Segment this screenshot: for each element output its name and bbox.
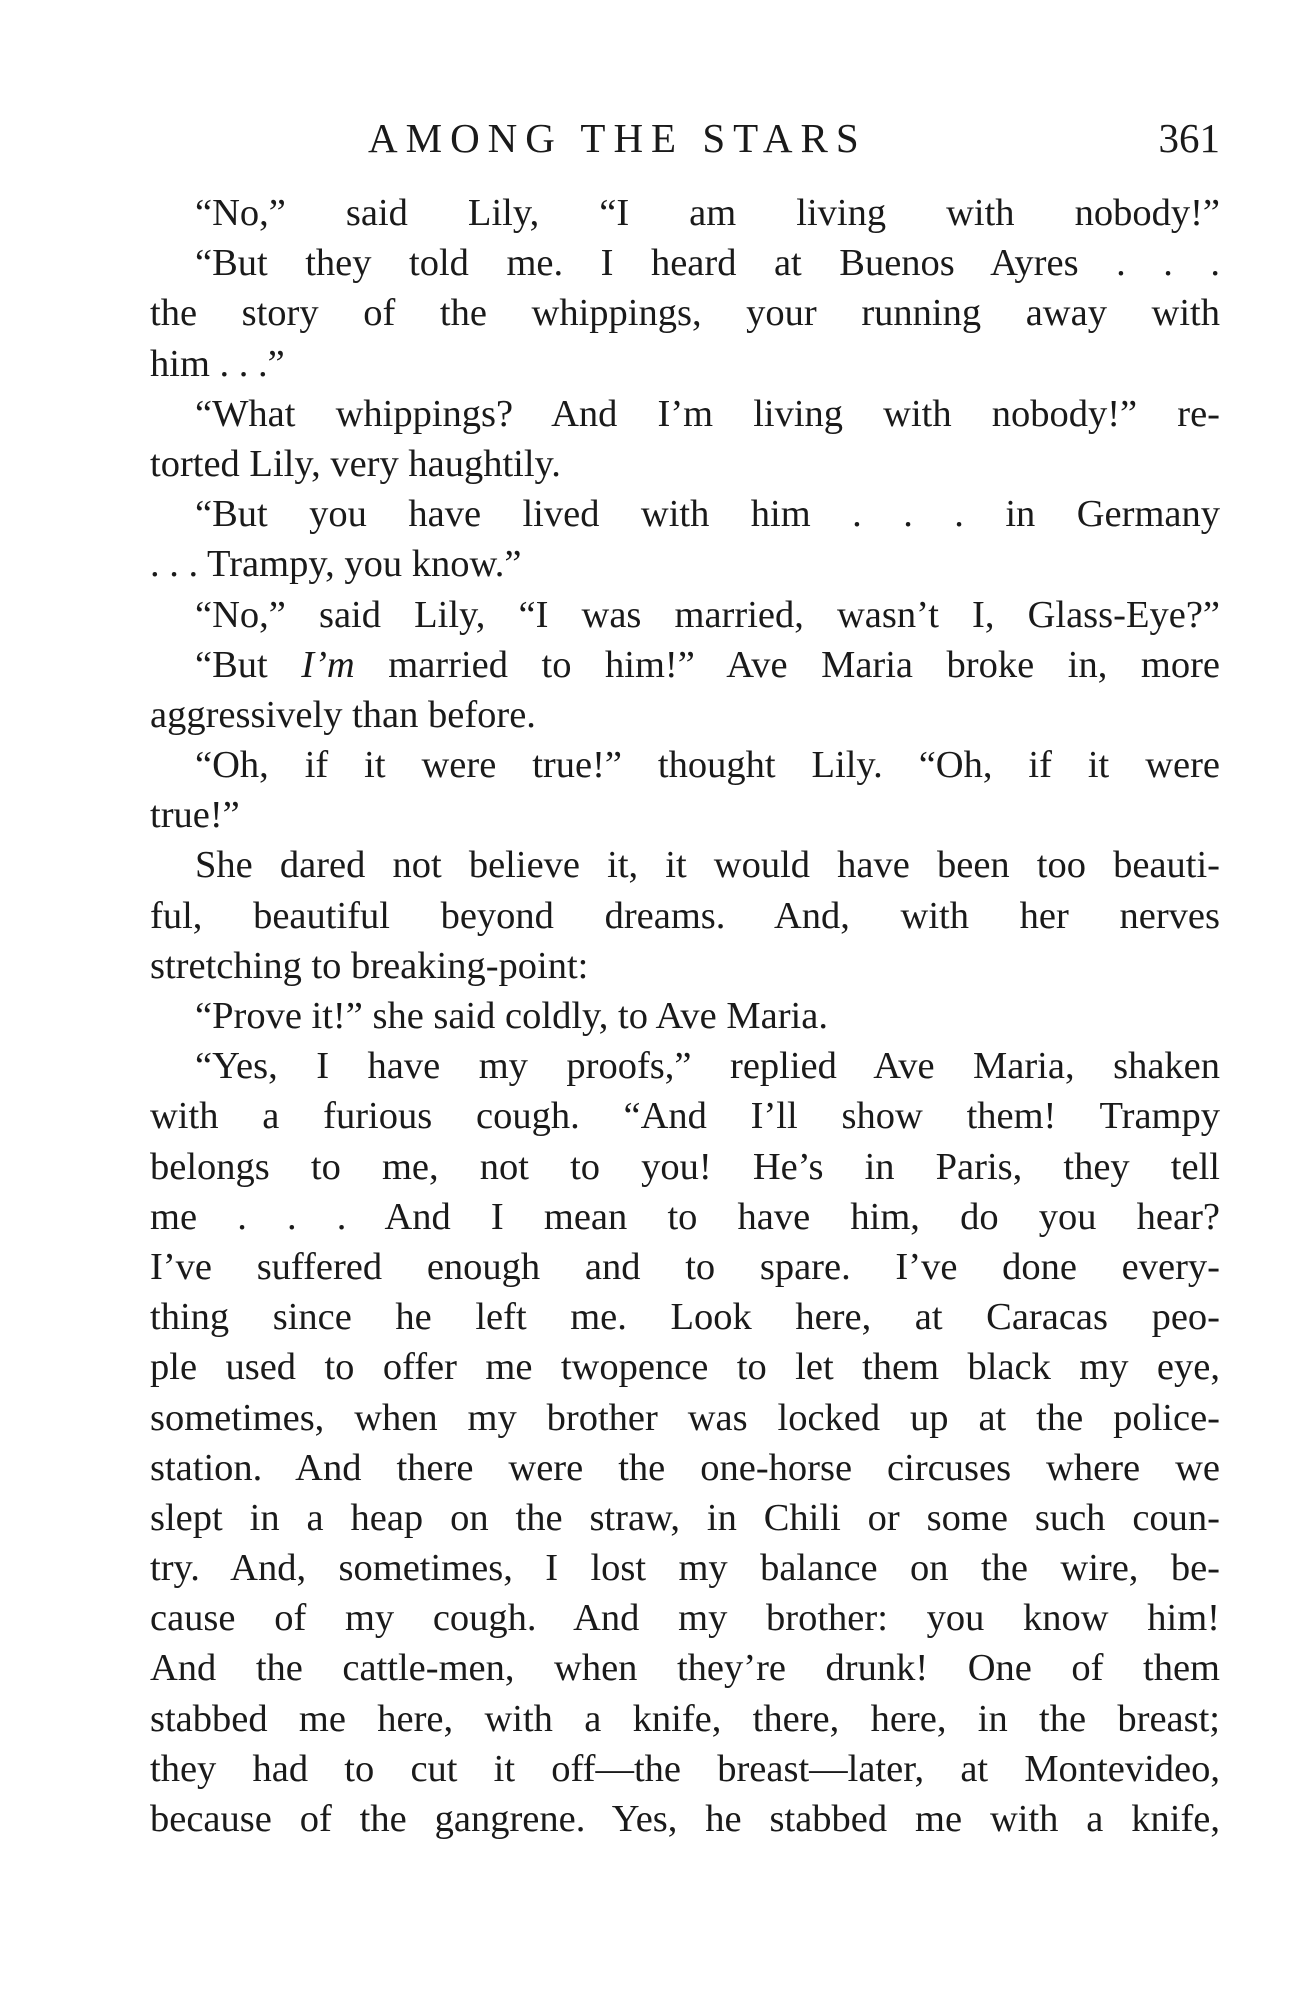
text-line: “Prove it!” she said coldly, to Ave Maria. [195,995,828,1037]
text-line: with a furious cough. “And I’ll show them! Trampy [150,1095,1220,1138]
page-number: 361 [1158,115,1220,161]
text-line: slept in a heap on the straw, in Chili or some such coun- [150,1496,1220,1539]
text-line: thing since he left me. Look here, at Caracas peo- [150,1296,1220,1339]
text-line: torted Lily, very haughtily. [150,442,561,485]
text-line: me . . . And I mean to have him, do you hear? [150,1195,1220,1238]
text-line: they had to cut it off—the breast—later, at Montevideo, [150,1747,1220,1790]
text-line: true!” [150,794,240,837]
emphasis-text: I’m [301,643,355,686]
text-line: . . . Trampy, you know.” [150,543,522,586]
body-text [150,188,1220,1844]
text-line: try. And, sometimes, I lost my balance on the wire, be- [150,1547,1220,1590]
text-line: ful, beautiful beyond dreams. And, with her nerves [150,894,1220,937]
text-line: “But you have lived with him . . . in Germany [195,493,1220,536]
text-line: him . . .” [150,342,285,385]
text-line: belongs to me, not to you! He’s in Paris, they tell [150,1145,1220,1188]
text-line: “Oh, if it were true!” thought Lily. “Oh, if it were [195,744,1220,787]
text-line: ple used to offer me twopence to let them black my eye, [150,1346,1220,1389]
text-line: She dared not believe it, it would have been too beauti- [195,844,1220,887]
text-line: sometimes, when my brother was locked up at the police- [150,1396,1220,1439]
text-line: “What whippings? And I’m living with nobody!” re- [195,392,1220,435]
text-line: stabbed me here, with a knife, there, here, in the breast; [150,1697,1220,1740]
text-line: the story of the whippings, your running away with [150,292,1220,335]
text-line: because of the gangrene. Yes, he stabbed me with a knife, [150,1798,1220,1840]
text-line: “But they told me. I heard at Buenos Ayres . . . [195,242,1220,285]
text-line: “No,” said Lily, “I am living with nobody!” [195,192,1220,234]
text-line: stretching to breaking-point: [150,944,589,987]
text-line: “But I’m married to him!” Ave Maria broke in, more [195,643,1220,686]
page-header [150,108,1220,168]
text-line: I’ve suffered enough and to spare. I’ve done every- [150,1245,1220,1288]
text-line: aggressively than before. [150,693,536,736]
text-line: cause of my cough. And my brother: you know him! [150,1597,1220,1640]
text-line: And the cattle-men, when they’re drunk! One of them [150,1647,1220,1690]
running-title: AMONG THE STARS [368,115,867,161]
text-line: “Yes, I have my proofs,” replied Ave Maria, shaken [195,1045,1220,1088]
text-line: “No,” said Lily, “I was married, wasn’t I, Glass-Eye?” [195,593,1220,636]
text-line: station. And there were the one-horse circuses where we [150,1446,1220,1489]
